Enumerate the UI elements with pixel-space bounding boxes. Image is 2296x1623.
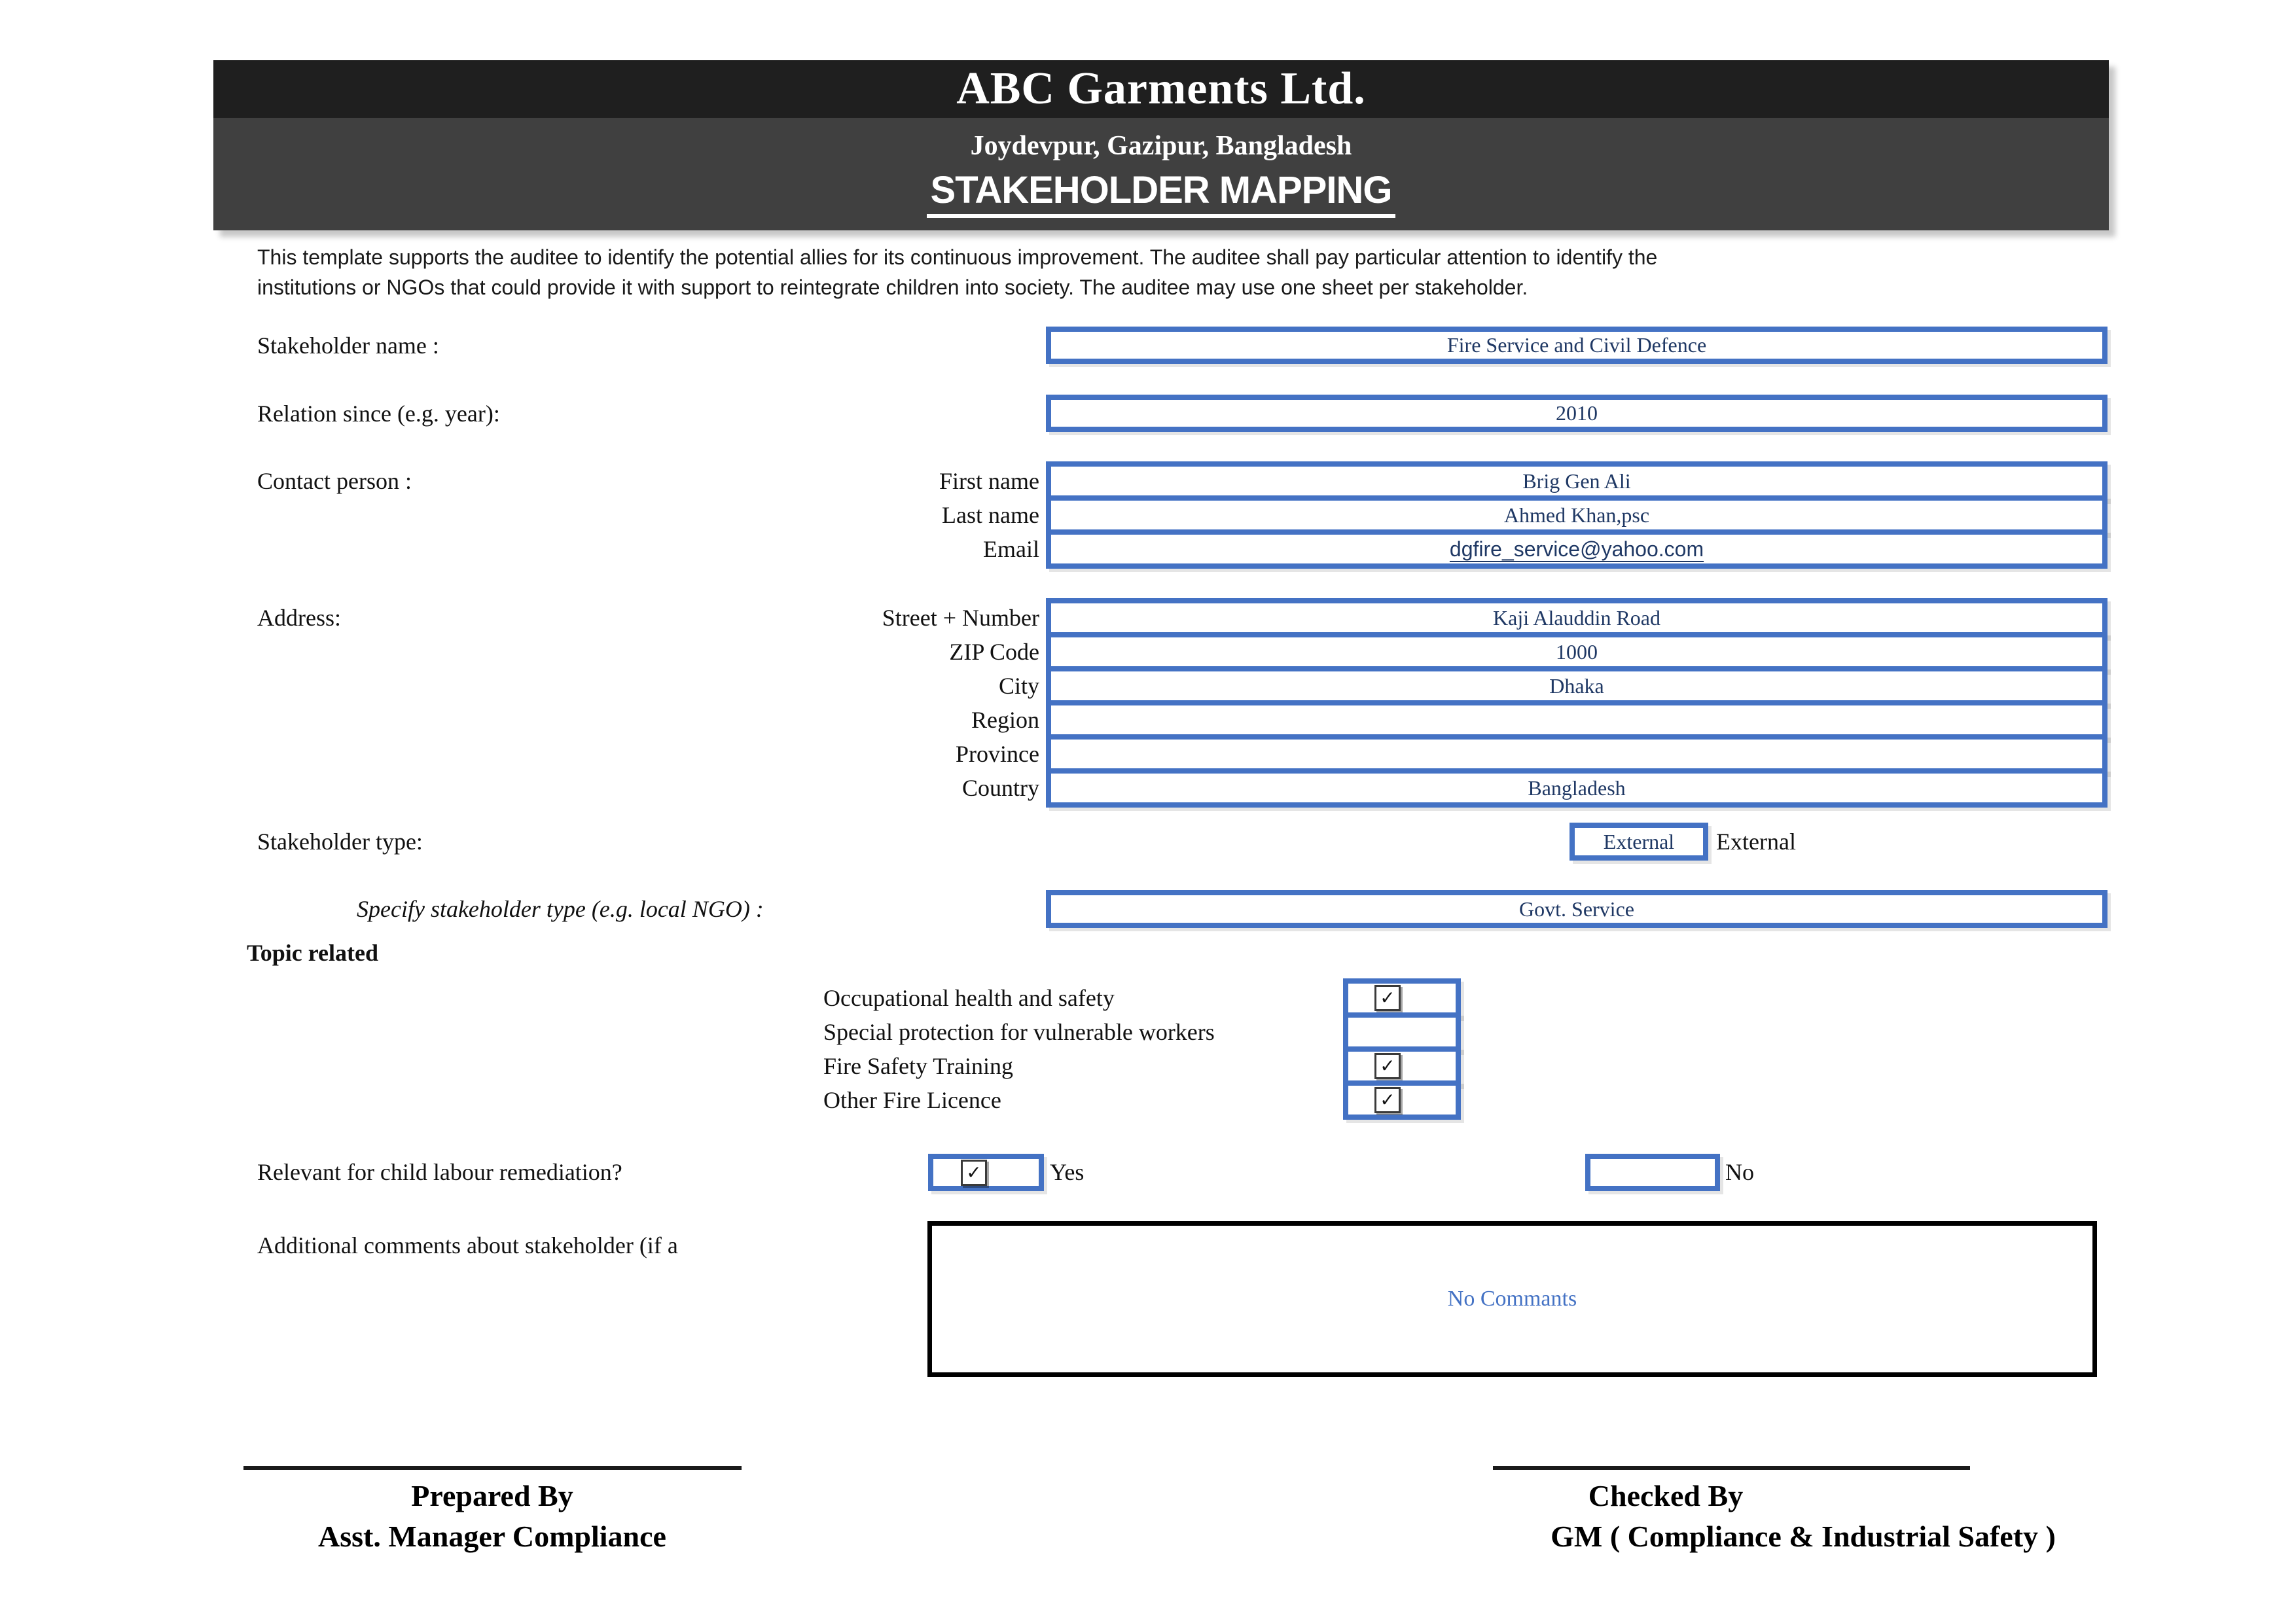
province-label: Province (956, 741, 1039, 767)
stakeholder-name-input[interactable] (1046, 327, 2108, 364)
checkbox-checked-icon[interactable]: ✓ (1374, 1053, 1401, 1079)
prepared-by-title: Prepared By (411, 1479, 573, 1512)
comments-label: Additional comments about stakeholder (if a (257, 1232, 678, 1258)
zip-value: 1000 (1556, 639, 1598, 664)
street-label: Street + Number (882, 605, 1039, 631)
specify-type-input[interactable] (1046, 890, 2108, 928)
child-labour-label: Relevant for child labour remediation? (257, 1159, 622, 1185)
topic-checkbox-cell-fire-training[interactable] (1343, 1046, 1461, 1086)
last-name-label: Last name (942, 502, 1039, 528)
topic-checkbox-cell-ohs[interactable] (1343, 978, 1461, 1018)
zip-label: ZIP Code (949, 639, 1039, 665)
country-input[interactable] (1046, 768, 2108, 808)
intro-line-1: This template supports the auditee to identify the potential allies for its continuous improvement. The auditee shall pay particular attention to identify the (257, 245, 1658, 269)
relation-since-label: Relation since (e.g. year): (257, 401, 500, 427)
region-input[interactable] (1046, 700, 2108, 740)
topic-checkbox-cell-vulnerable[interactable] (1343, 1012, 1461, 1052)
topic-label-ohs: Occupational health and safety (823, 985, 1115, 1011)
stakeholder-type-label: Stakeholder type: (257, 829, 423, 855)
stakeholder-type-select[interactable] (1570, 823, 1708, 861)
comments-value: No Commants (1447, 1287, 1577, 1311)
city-value: Dhaka (1549, 673, 1604, 698)
comments-box[interactable] (927, 1221, 2097, 1377)
prepared-by-role: Asst. Manager Compliance (318, 1520, 666, 1553)
zip-input[interactable] (1046, 632, 2108, 671)
email-label: Email (983, 536, 1039, 562)
topic-checkbox-cell-fire-licence[interactable] (1343, 1080, 1461, 1120)
prepared-by-signature-line (243, 1466, 742, 1470)
relation-since-value: 2010 (1556, 401, 1598, 425)
company-location: Joydevpur, Gazipur, Bangladesh (970, 130, 1352, 161)
specify-type-value: Govt. Service (1519, 897, 1634, 921)
stakeholder-type-value: External (1603, 829, 1675, 853)
contact-person-label: Contact person : (257, 468, 412, 494)
topic-label-fire-licence: Other Fire Licence (823, 1087, 1001, 1113)
region-label: Region (971, 707, 1039, 733)
last-name-value: Ahmed Khan,psc (1503, 503, 1650, 527)
child-labour-no-label: No (1725, 1159, 1754, 1185)
topic-label-vulnerable: Special protection for vulnerable workers (823, 1019, 1215, 1045)
child-labour-yes-cell[interactable] (928, 1154, 1044, 1191)
checkbox-checked-icon[interactable]: ✓ (961, 1160, 987, 1186)
checkbox-checked-icon[interactable]: ✓ (1374, 985, 1401, 1011)
stakeholder-name-value: Fire Service and Civil Defence (1446, 333, 1707, 357)
page-title: STAKEHOLDER MAPPING (927, 171, 1396, 219)
child-labour-yes-label: Yes (1050, 1159, 1085, 1185)
company-name: ABC Garments Ltd. (956, 63, 1366, 114)
street-input[interactable] (1046, 598, 2108, 637)
email-link[interactable]: dgfire_service@yahoo.com (1449, 537, 1704, 561)
checked-by-title: Checked By (1588, 1479, 1744, 1512)
city-input[interactable] (1046, 666, 2108, 705)
checked-by-signature-line (1493, 1466, 1970, 1470)
relation-since-input[interactable] (1046, 395, 2108, 432)
company-bar (213, 60, 2109, 118)
stakeholder-type-side-label: External (1716, 829, 1796, 855)
intro-line-2: institutions or NGOs that could provide it with support to reintegrate children into society. The auditee may use one sheet per stakeholder. (257, 276, 1528, 299)
topic-label-fire-training: Fire Safety Training (823, 1053, 1014, 1079)
first-name-input[interactable] (1046, 461, 2108, 501)
street-value: Kaji Alauddin Road (1493, 605, 1660, 630)
first-name-label: First name (939, 468, 1039, 494)
last-name-input[interactable] (1046, 495, 2108, 535)
specify-type-label: Specify stakeholder type (e.g. local NGO) : (357, 896, 764, 922)
stakeholder-name-label: Stakeholder name : (257, 332, 439, 359)
checked-by-role: GM ( Compliance & Industrial Safety ) (1551, 1520, 2056, 1553)
country-value: Bangladesh (1528, 776, 1626, 800)
topic-related-heading: Topic related (247, 940, 379, 966)
country-label: Country (961, 775, 1039, 801)
header (213, 60, 2109, 230)
checkbox-checked-icon[interactable]: ✓ (1374, 1087, 1401, 1113)
province-input[interactable] (1046, 734, 2108, 774)
intro-paragraph (257, 242, 1893, 302)
address-label: Address: (257, 605, 341, 631)
first-name-value: Brig Gen Ali (1522, 469, 1631, 493)
subheader-bar (213, 118, 2109, 230)
child-labour-no-cell[interactable] (1585, 1154, 1720, 1191)
email-input[interactable] (1046, 529, 2108, 569)
city-label: City (998, 673, 1039, 699)
